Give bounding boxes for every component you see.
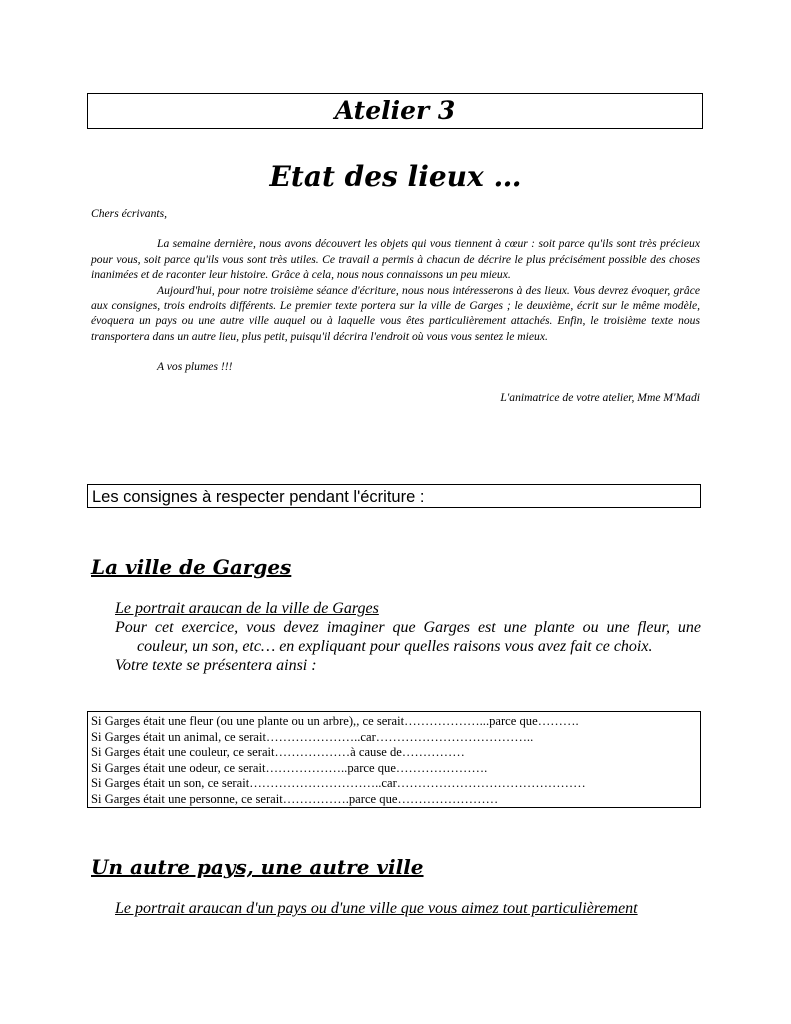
template-line: Si Garges était une odeur, ce serait………………..parce que…………………. — [91, 760, 488, 775]
section-title-garges: La ville de Garges — [91, 555, 292, 579]
format-intro: Votre texte se présentera ainsi : — [115, 657, 317, 674]
page-subtitle: Etat des lieux … — [269, 160, 522, 193]
letter — [91, 206, 700, 405]
consignes-box: Les consignes à respecter pendant l'écriture : — [87, 484, 701, 508]
section-garges-body — [115, 599, 701, 675]
template-line: Si Garges était une fleur (ou une plante ou un arbre),, ce serait………………...parce que………. — [91, 714, 579, 728]
section-subtitle: Le portrait araucan de la ville de Garges — [115, 600, 379, 617]
greeting: Chers écrivants, — [91, 207, 167, 220]
letter-paragraph-1: La semaine dernière, nous avons découvert les objets qui vous tiennent à cœur : soit parce qu'ils sont très précieux pour vous, soit parce qu'ils vous sont très utiles. Ce travail a permis à chacun de décrire le plus précisément possible des choses inanimées et de raconter leur histoire. Grâce à cela, nous nous connaissons un peu mieux. — [91, 237, 700, 282]
signature: L'animatrice de votre atelier, Mme M'Madi — [500, 390, 700, 404]
template-box — [87, 711, 701, 808]
template-line: Si Garges était un son, ce serait…………………………..car……………………………………… — [91, 776, 586, 790]
title-box: Atelier 3 — [87, 93, 703, 129]
template-line: Si Garges était un animal, ce serait…………………..car……………………………….. — [91, 729, 534, 744]
template-line: Si Garges était une personne, ce serait…………….parce que…………………… — [91, 791, 499, 806]
letter-closing: A vos plumes !!! — [157, 360, 233, 374]
template-line: Si Garges était une couleur, ce serait………………à cause de…………… — [91, 745, 465, 759]
letter-paragraph-2: Aujourd'hui, pour notre troisième séance d'écriture, nous nous intéresserons à des lieux. Vous devrez évoquer, grâce aux consignes, trois endroits différents. Le premier texte portera sur la ville de Garges ; le deuxième, écrit sur le même modèle, évoquera un pays ou une autre ville auquel ou à laquelle vous êtes particulièrement attachés. Enfin, le troisième texte nous transportera dans un autre lieu, plus petit, puisqu'il décrira l'endroit où vous vous sentez le mieux. — [91, 283, 700, 343]
section-title-other-country: Un autre pays, une autre ville — [91, 855, 424, 879]
section-subtitle: Le portrait araucan d'un pays ou d'une ville que vous aimez tout particulièrement — [115, 900, 638, 917]
instruction: Pour cet exercice, vous devez imaginer que Garges est une plante ou une fleur, une couleur, un son, etc… en expliquant pour quelles raisons vous avez fait ce choix. — [115, 619, 701, 655]
